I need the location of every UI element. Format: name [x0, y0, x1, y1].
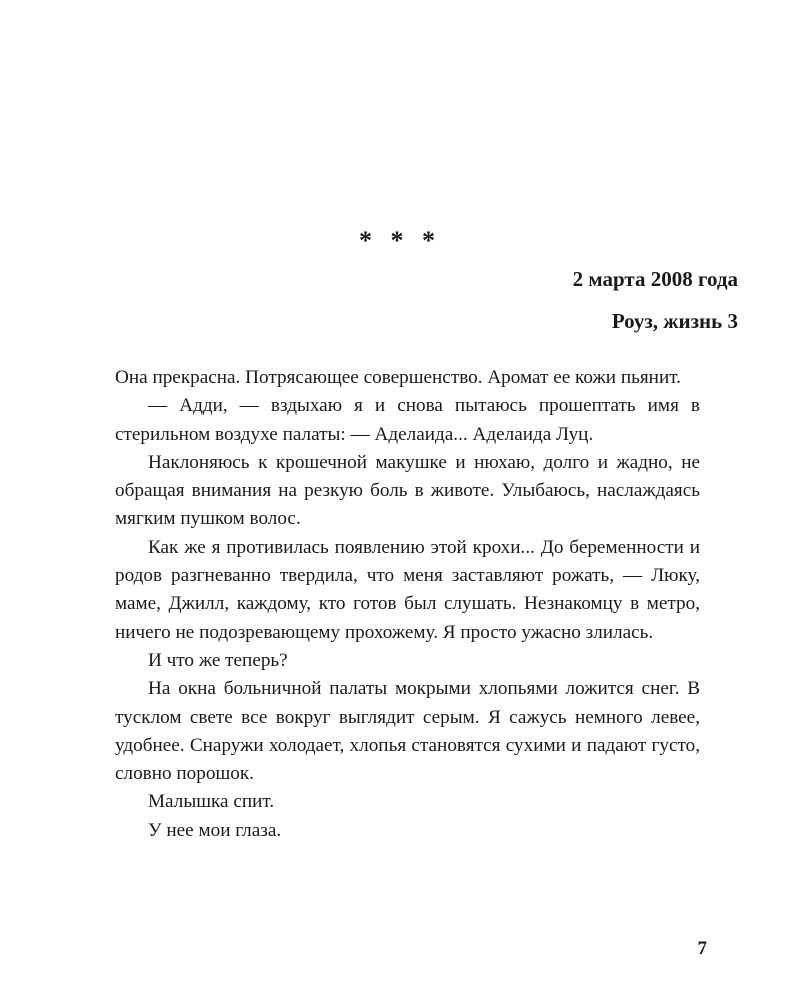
paragraph: Как же я противилась появлению этой крохи... До беременности и родов разгневанно твердила, что меня заставляют рожать, — Люку, маме, Джилл, каждому, кто готов был слушать. Незнакомцу в метро, ничего не подозревающему прохожему. Я просто ужасно злилась. [115, 536, 700, 643]
paragraph: Наклоняюсь к крошечной макушке и нюхаю, долго и жадно, не обращая внимания на резкую боль в животе. Улыбаюсь, наслаждаясь мягким пушком волос. [115, 451, 700, 530]
page-number: 7 [697, 938, 707, 959]
paragraph: Малышка спит. [148, 791, 275, 813]
paragraph: — Адди, — вздыхаю я и снова пытаюсь прошептать имя в стерильном воздухе палаты: — Аделаида... Аделаида Луц. [115, 395, 700, 445]
paragraph: И что же теперь? [148, 649, 288, 671]
section-separator: * * * [359, 226, 441, 255]
paragraph: На окна больничной палаты мокрыми хлопьями ложится снег. В тусклом свете все вокруг выглядит серым. Я сажусь немного левее, удобнее. Снаружи холодает, хлопья становятся сухими и падают густо, словно порошок. [115, 678, 700, 785]
paragraph: Она прекрасна. Потрясающее совершенство. Аромат ее кожи пьянит. [115, 367, 681, 388]
chapter-date: 2 марта 2008 года [572, 267, 738, 291]
paragraph: У нее мои глаза. [148, 819, 282, 841]
chapter-title: Роуз, жизнь 3 [611, 309, 738, 333]
body-text [115, 364, 700, 845]
